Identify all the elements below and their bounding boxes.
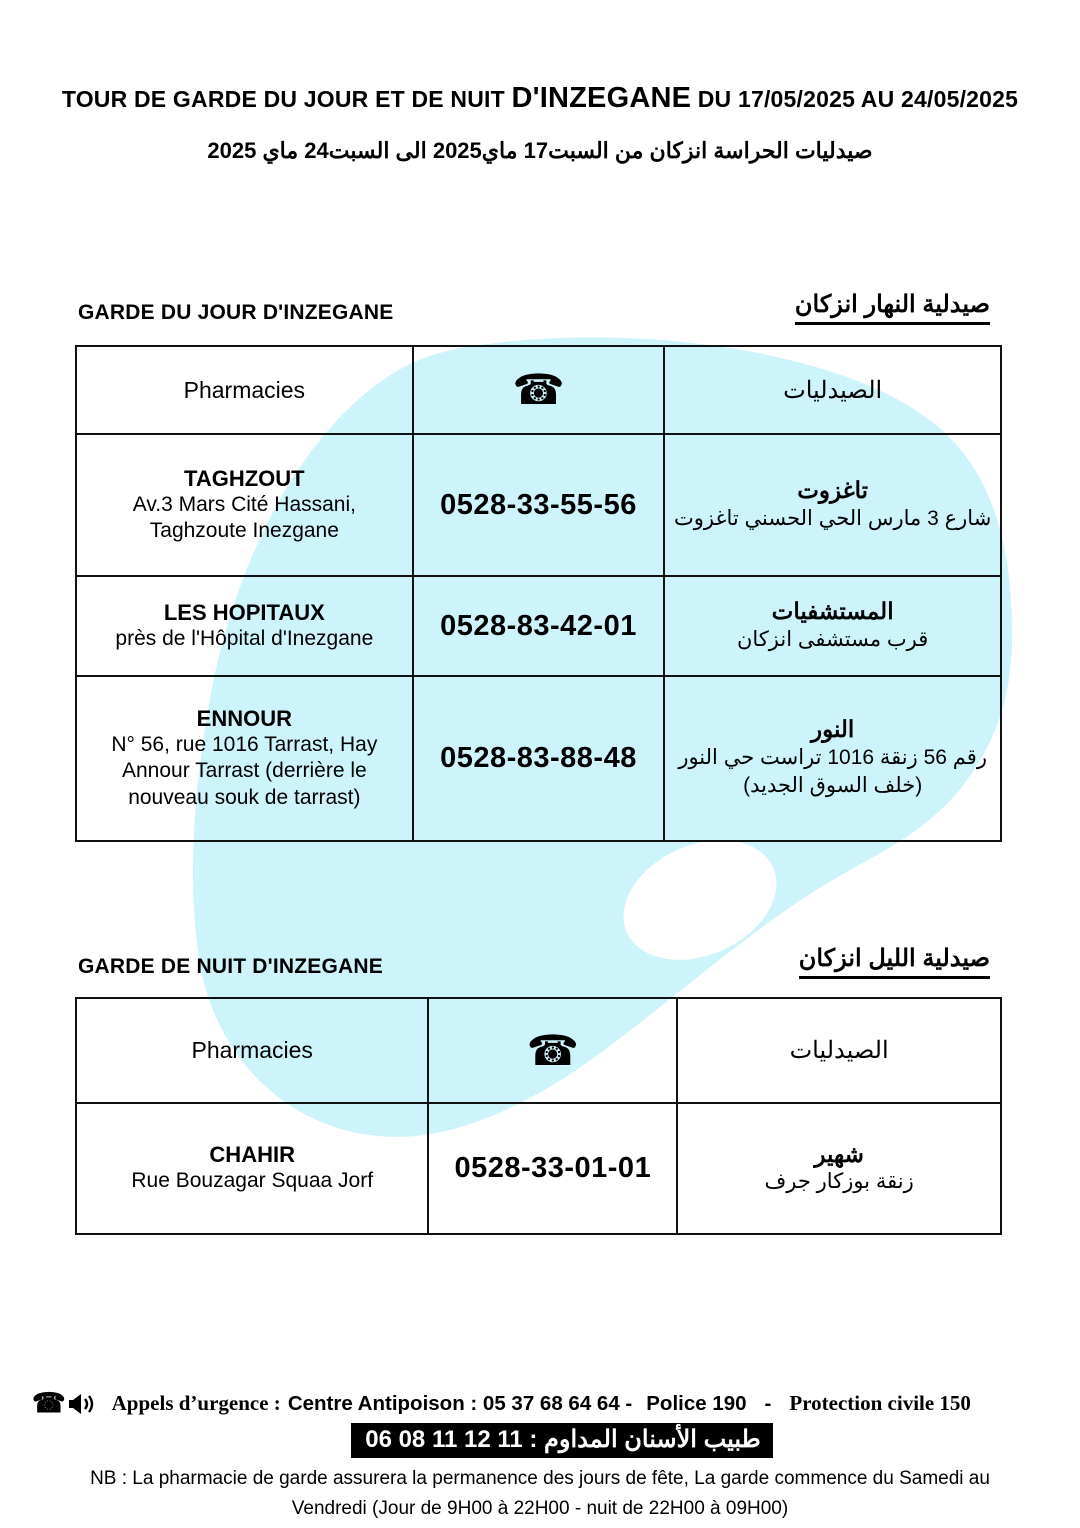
dentist-banner-wrap <box>0 1423 1080 1458</box>
pharmacy-name-ar: النور <box>810 716 855 743</box>
pharmacy-address-ar: رقم 56 زنقة 1016 تراست حي النور (خلف السوق الجديد) <box>678 745 987 798</box>
page-subtitle-arabic: صيدليات الحراسة انزكان من السبت17 ماي2025 الى السبت24 ماي 2025 <box>207 138 873 163</box>
telephone-icon: ☎ <box>512 366 565 413</box>
pharmacy-name-ar: شهير <box>814 1140 864 1167</box>
col-header-pharmacies-ar: الصيدليات <box>677 998 1001 1103</box>
pharmacy-name-fr: ENNOUR <box>196 706 293 732</box>
phone-cell <box>413 576 665 676</box>
phone-cell <box>413 434 665 576</box>
night-heading-fr: GARDE DE NUIT D'INZEGANE <box>78 955 383 978</box>
pharmacy-fr-cell <box>76 676 413 841</box>
title-city: D'INZEGANE <box>511 82 692 114</box>
table-row <box>76 576 1001 676</box>
pharmacy-name-ar: المستشفيات <box>771 598 894 625</box>
night-header-row <box>76 998 1001 1103</box>
page-title <box>0 82 1080 115</box>
nb-line-1: NB : La pharmacie de garde assurera la permanence des jours de fête, La garde commence du Samedi au <box>90 1468 990 1489</box>
phone-icon: ☎ <box>32 1388 66 1418</box>
pharmacy-name-ar: تاغزوت <box>797 477 869 504</box>
phone-number: 0528-83-88-48 <box>440 742 637 774</box>
phone-cell <box>413 676 665 841</box>
separator-dash: - <box>764 1391 772 1415</box>
col-header-pharmacies-ar: الصيدليات <box>664 346 1001 434</box>
pharmacy-ar-cell <box>664 676 1001 841</box>
title-dates: DU 17/05/2025 AU 24/05/2025 <box>691 86 1019 112</box>
phone-cell <box>428 1103 677 1234</box>
pharmacy-ar-cell <box>677 1103 1001 1234</box>
night-roster-table <box>75 997 1002 1235</box>
nb-note <box>0 1464 1080 1525</box>
table-row <box>76 676 1001 841</box>
pharmacy-address-ar: زنقة بوزكار جرف <box>764 1170 914 1194</box>
dentist-phone-number: 06 08 11 12 11 <box>365 1426 523 1453</box>
table-row <box>76 1103 1001 1234</box>
pharmacy-fr-cell <box>76 576 413 676</box>
dentist-banner <box>351 1423 773 1458</box>
night-heading-ar: صيدلية الليل انزكان <box>799 944 990 979</box>
pharmacy-ar-cell <box>664 576 1001 676</box>
antipoison-text: Centre Antipoison : 05 37 68 64 64 - <box>287 1391 633 1415</box>
col-header-pharmacies: Pharmacies <box>76 346 413 434</box>
pharmacy-name-fr: LES HOPITAUX <box>163 599 325 625</box>
police-text: Police 190 <box>646 1391 747 1415</box>
megaphone-icon <box>68 1392 98 1416</box>
phone-number: 0528-33-01-01 <box>454 1152 652 1184</box>
pharmacy-address-fr: Av.3 Mars Cité Hassani, Taghzoute Inezgane <box>132 492 356 542</box>
pharmacy-ar-cell <box>664 434 1001 576</box>
pharmacy-address-fr: près de l'Hôpital d'Inezgane <box>115 626 374 650</box>
pharmacy-address-fr: Rue Bouzagar Squaa Jorf <box>131 1169 374 1193</box>
table-row <box>76 434 1001 576</box>
phone-number: 0528-83-42-01 <box>440 609 637 642</box>
pharmacy-name-fr: TAGHZOUT <box>184 465 305 491</box>
pharmacy-address-ar: قرب مستشفى انزكان <box>736 627 929 651</box>
dentist-label-ar: طبيب الأسنان المداوم : <box>529 1426 761 1453</box>
emergency-label: Appels d’urgence : <box>111 1391 281 1415</box>
title-prefix: TOUR DE GARDE DU JOUR ET DE NUIT <box>61 86 512 112</box>
pharmacy-name-fr: CHAHIR <box>209 1142 295 1168</box>
pharmacy-address-ar: شارع 3 مارس الحي الحسني تاغزوت <box>673 506 992 530</box>
nb-line-2: Vendredi (Jour de 9H00 à 22H00 - nuit de 22H00 à 09H00) <box>291 1498 789 1520</box>
pharmacy-fr-cell <box>76 434 413 576</box>
day-heading-ar: صيدلية النهار انزكان <box>795 290 990 325</box>
day-header-row <box>76 346 1001 434</box>
emergency-line <box>32 1390 1060 1417</box>
pharmacy-fr-cell <box>76 1103 428 1234</box>
night-section-header <box>78 944 990 979</box>
day-section-header <box>78 290 990 325</box>
day-roster-table <box>75 345 1002 842</box>
phone-number: 0528-33-55-56 <box>440 488 637 521</box>
civil-protection-text: Protection civile 150 <box>789 1391 971 1415</box>
day-heading-fr: GARDE DU JOUR D'INZEGANE <box>78 301 394 324</box>
col-header-phone <box>428 998 677 1103</box>
telephone-icon: ☎ <box>526 1026 579 1074</box>
pharmacy-address-fr: N° 56, rue 1016 Tarrast, Hay Annour Tarrast (derrière le nouveau souk de tarrast) <box>111 733 378 809</box>
col-header-phone <box>413 346 665 434</box>
col-header-pharmacies: Pharmacies <box>76 998 428 1103</box>
